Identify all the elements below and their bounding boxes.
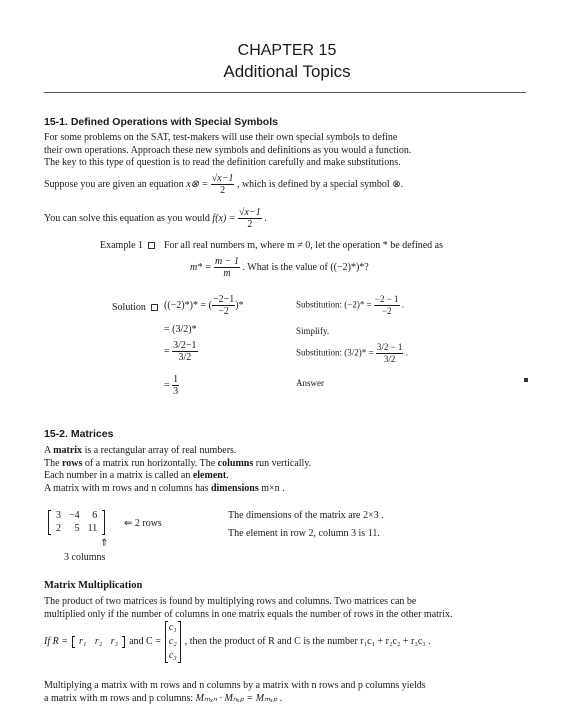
column-matrix-c bbox=[165, 621, 181, 663]
matrix-cell: 2 bbox=[56, 522, 61, 534]
matrix-entry: c₁ bbox=[168, 622, 177, 633]
suppose-denominator: 2 bbox=[220, 185, 226, 196]
suppose-numerator: √x−1 bbox=[211, 173, 234, 184]
matrix-row bbox=[52, 523, 101, 536]
suppose-suffix: , which is defined by a special symbol ⊗. bbox=[236, 178, 404, 190]
eq-sign: = bbox=[164, 345, 170, 357]
matrix-row bbox=[52, 510, 101, 523]
solve-text: You can solve this equation as you would bbox=[44, 212, 210, 224]
section-heading-matrices: 15-2. Matrices bbox=[44, 428, 114, 440]
matrix-entry: c₃ bbox=[168, 650, 177, 661]
intro-line: multiplied only if the number of columns in one matrix equals the number of rows in the other matrix. bbox=[44, 608, 453, 620]
step1-note-numerator: −2 − 1 bbox=[374, 294, 399, 304]
intro-line: their own operations. Approach these new symbols and definitions as you would a function. bbox=[44, 144, 412, 156]
suppose-fraction bbox=[211, 173, 235, 196]
step3-note-denominator: 3/2 bbox=[383, 354, 396, 364]
def-lhs: m* = bbox=[190, 261, 212, 273]
step1-right: )* bbox=[235, 299, 244, 311]
bold-term: matrix bbox=[53, 445, 83, 456]
suppose-text: Suppose you are given an equation bbox=[44, 178, 184, 190]
multiplication-example bbox=[44, 618, 431, 666]
eq-sign: = bbox=[164, 379, 170, 391]
step1-note-fraction bbox=[374, 294, 400, 317]
step2-note: Simplify. bbox=[296, 326, 330, 336]
step4-numerator: 1 bbox=[173, 374, 179, 385]
intro-line: For some problems on the SAT, test-makers will use their own special symbols to define bbox=[44, 132, 398, 143]
solution-step1 bbox=[164, 294, 244, 317]
chapter-title: Additional Topics bbox=[223, 62, 351, 81]
square-bullet-icon bbox=[151, 304, 158, 311]
solve-line bbox=[44, 207, 267, 230]
step3-note-fraction bbox=[376, 342, 404, 365]
solution-label bbox=[112, 302, 163, 315]
subheading-matrix-multiplication: Matrix Multiplication bbox=[44, 580, 143, 591]
suppose-lhs: x⊗ = bbox=[186, 178, 209, 190]
matrix-cell: 3 bbox=[56, 510, 61, 521]
example-line1: For all real numbers m, where m ≠ 0, let the operation * be defined as bbox=[164, 240, 444, 251]
definition-line: The rows of a matrix run horizontally. The columns run vertically. bbox=[44, 457, 312, 469]
def-fraction bbox=[214, 256, 240, 279]
step4-fraction bbox=[172, 374, 179, 397]
matrix-cell: 11 bbox=[87, 522, 98, 534]
example-definition bbox=[190, 256, 369, 279]
step1-note-denominator: −2 bbox=[381, 306, 392, 316]
matrix-entry: r₂ bbox=[94, 635, 103, 647]
rows-label: ⇐ 2 rows bbox=[124, 518, 162, 529]
columns-arrow-icon: ⇑ bbox=[100, 538, 109, 549]
columns-label: 3 columns bbox=[64, 552, 106, 563]
matrices-definitions bbox=[44, 445, 534, 495]
header-rule bbox=[44, 92, 526, 93]
solve-numerator: √x−1 bbox=[239, 207, 261, 218]
example-matrix bbox=[48, 510, 105, 535]
dimensions-text: The dimensions of the matrix are 2×3 . bbox=[228, 510, 384, 521]
definition-line: A matrix with m rows and n columns has dimensions m×n . bbox=[44, 482, 285, 494]
square-bullet-icon bbox=[148, 242, 155, 249]
step1-denominator: −2 bbox=[218, 306, 229, 317]
matrix-cell: 6 bbox=[92, 510, 98, 521]
example-label bbox=[100, 240, 160, 253]
solve-fraction bbox=[238, 207, 262, 230]
solve-denominator: 2 bbox=[247, 219, 253, 230]
and-text: and C = bbox=[129, 635, 161, 647]
step2-left: = (3/2)* bbox=[164, 324, 197, 335]
multiplication-final bbox=[44, 680, 544, 705]
final-formula: Mₘₓₙ · Mₙₓₚ = Mₘₓₚ . bbox=[195, 692, 283, 704]
step1-note: Substitution: (−2)* = $\frac{-2 - 1}{-2}$ . bbox=[296, 294, 405, 316]
bold-term: columns bbox=[217, 457, 254, 469]
example-label-text: Example 1 bbox=[100, 240, 144, 251]
bold-term: element bbox=[192, 470, 227, 481]
suppose-line bbox=[44, 173, 403, 196]
step3-numerator: 3/2−1 bbox=[173, 340, 197, 351]
end-marker-icon bbox=[524, 378, 528, 382]
row-matrix-r bbox=[72, 636, 125, 649]
solve-end: . bbox=[264, 212, 267, 224]
matrix-cell: 5 bbox=[74, 522, 80, 534]
step4-denominator: 3 bbox=[173, 386, 179, 397]
step3-denominator: 3/2 bbox=[178, 352, 192, 363]
definition-line: Each number in a matrix is called an element. bbox=[44, 470, 229, 481]
step4-note: Answer bbox=[296, 378, 324, 388]
section1-intro bbox=[44, 132, 534, 170]
def-numerator: m − 1 bbox=[214, 256, 239, 267]
matrix-entry: r₃ bbox=[110, 635, 119, 647]
def-question: . What is the value of ((−2)*)*? bbox=[242, 261, 369, 273]
solution-label-text: Solution bbox=[112, 302, 146, 313]
solution-step3 bbox=[164, 340, 198, 363]
final-line: a matrix with m rows and p columns: Mₘₓₙ · Mₙₓₚ = Mₘₓₚ . bbox=[44, 692, 283, 704]
step1-note-text: Substitution: (−2)* = bbox=[296, 299, 372, 310]
section-heading-defined-operations: 15-1. Defined Operations with Special Symbols bbox=[44, 116, 278, 128]
chapter-number: CHAPTER 15 bbox=[237, 42, 337, 59]
step3-fraction bbox=[172, 340, 197, 363]
matrix-entry: c₂ bbox=[168, 636, 177, 647]
if-text: If R = bbox=[44, 635, 68, 647]
def-denominator: m bbox=[223, 268, 231, 279]
step1-left: ((−2)*)* = ( bbox=[164, 299, 212, 311]
step1-numerator: −2−1 bbox=[212, 294, 235, 305]
step3-note-numerator: 3/2 − 1 bbox=[376, 342, 403, 352]
element-text: The element in row 2, column 3 is 11. bbox=[228, 528, 380, 539]
example-matrix-wrap bbox=[48, 510, 105, 535]
bold-term: rows bbox=[62, 457, 83, 469]
step3-note: Substitution: (3/2)* = $\frac{3/2 - 1}{3/2}$ . bbox=[296, 342, 408, 364]
step3-note-text: Substitution: (3/2)* = bbox=[296, 347, 374, 358]
matrix-cell: −4 bbox=[69, 510, 80, 521]
definition-line: A matrix is a rectangular array of real numbers. bbox=[44, 445, 237, 456]
final-line: Multiplying a matrix with m rows and n columns by a matrix with n rows and p columns yields bbox=[44, 680, 426, 691]
intro-line: The product of two matrices is found by multiplying rows and columns. Two matrices can be bbox=[44, 596, 417, 607]
bold-term: dimensions bbox=[210, 482, 259, 494]
matrix-entry: r₁ bbox=[78, 635, 87, 647]
solution-step4 bbox=[164, 374, 179, 397]
solve-fx: f(x) = bbox=[212, 212, 236, 224]
step1-fraction bbox=[212, 294, 235, 317]
then-text: , then the product of R and C is the number r₁c₁ + r₂c₂ + r₃c₃ . bbox=[184, 635, 431, 647]
intro-line: The key to this type of question is to read the definition carefully and make substitutions. bbox=[44, 157, 401, 168]
